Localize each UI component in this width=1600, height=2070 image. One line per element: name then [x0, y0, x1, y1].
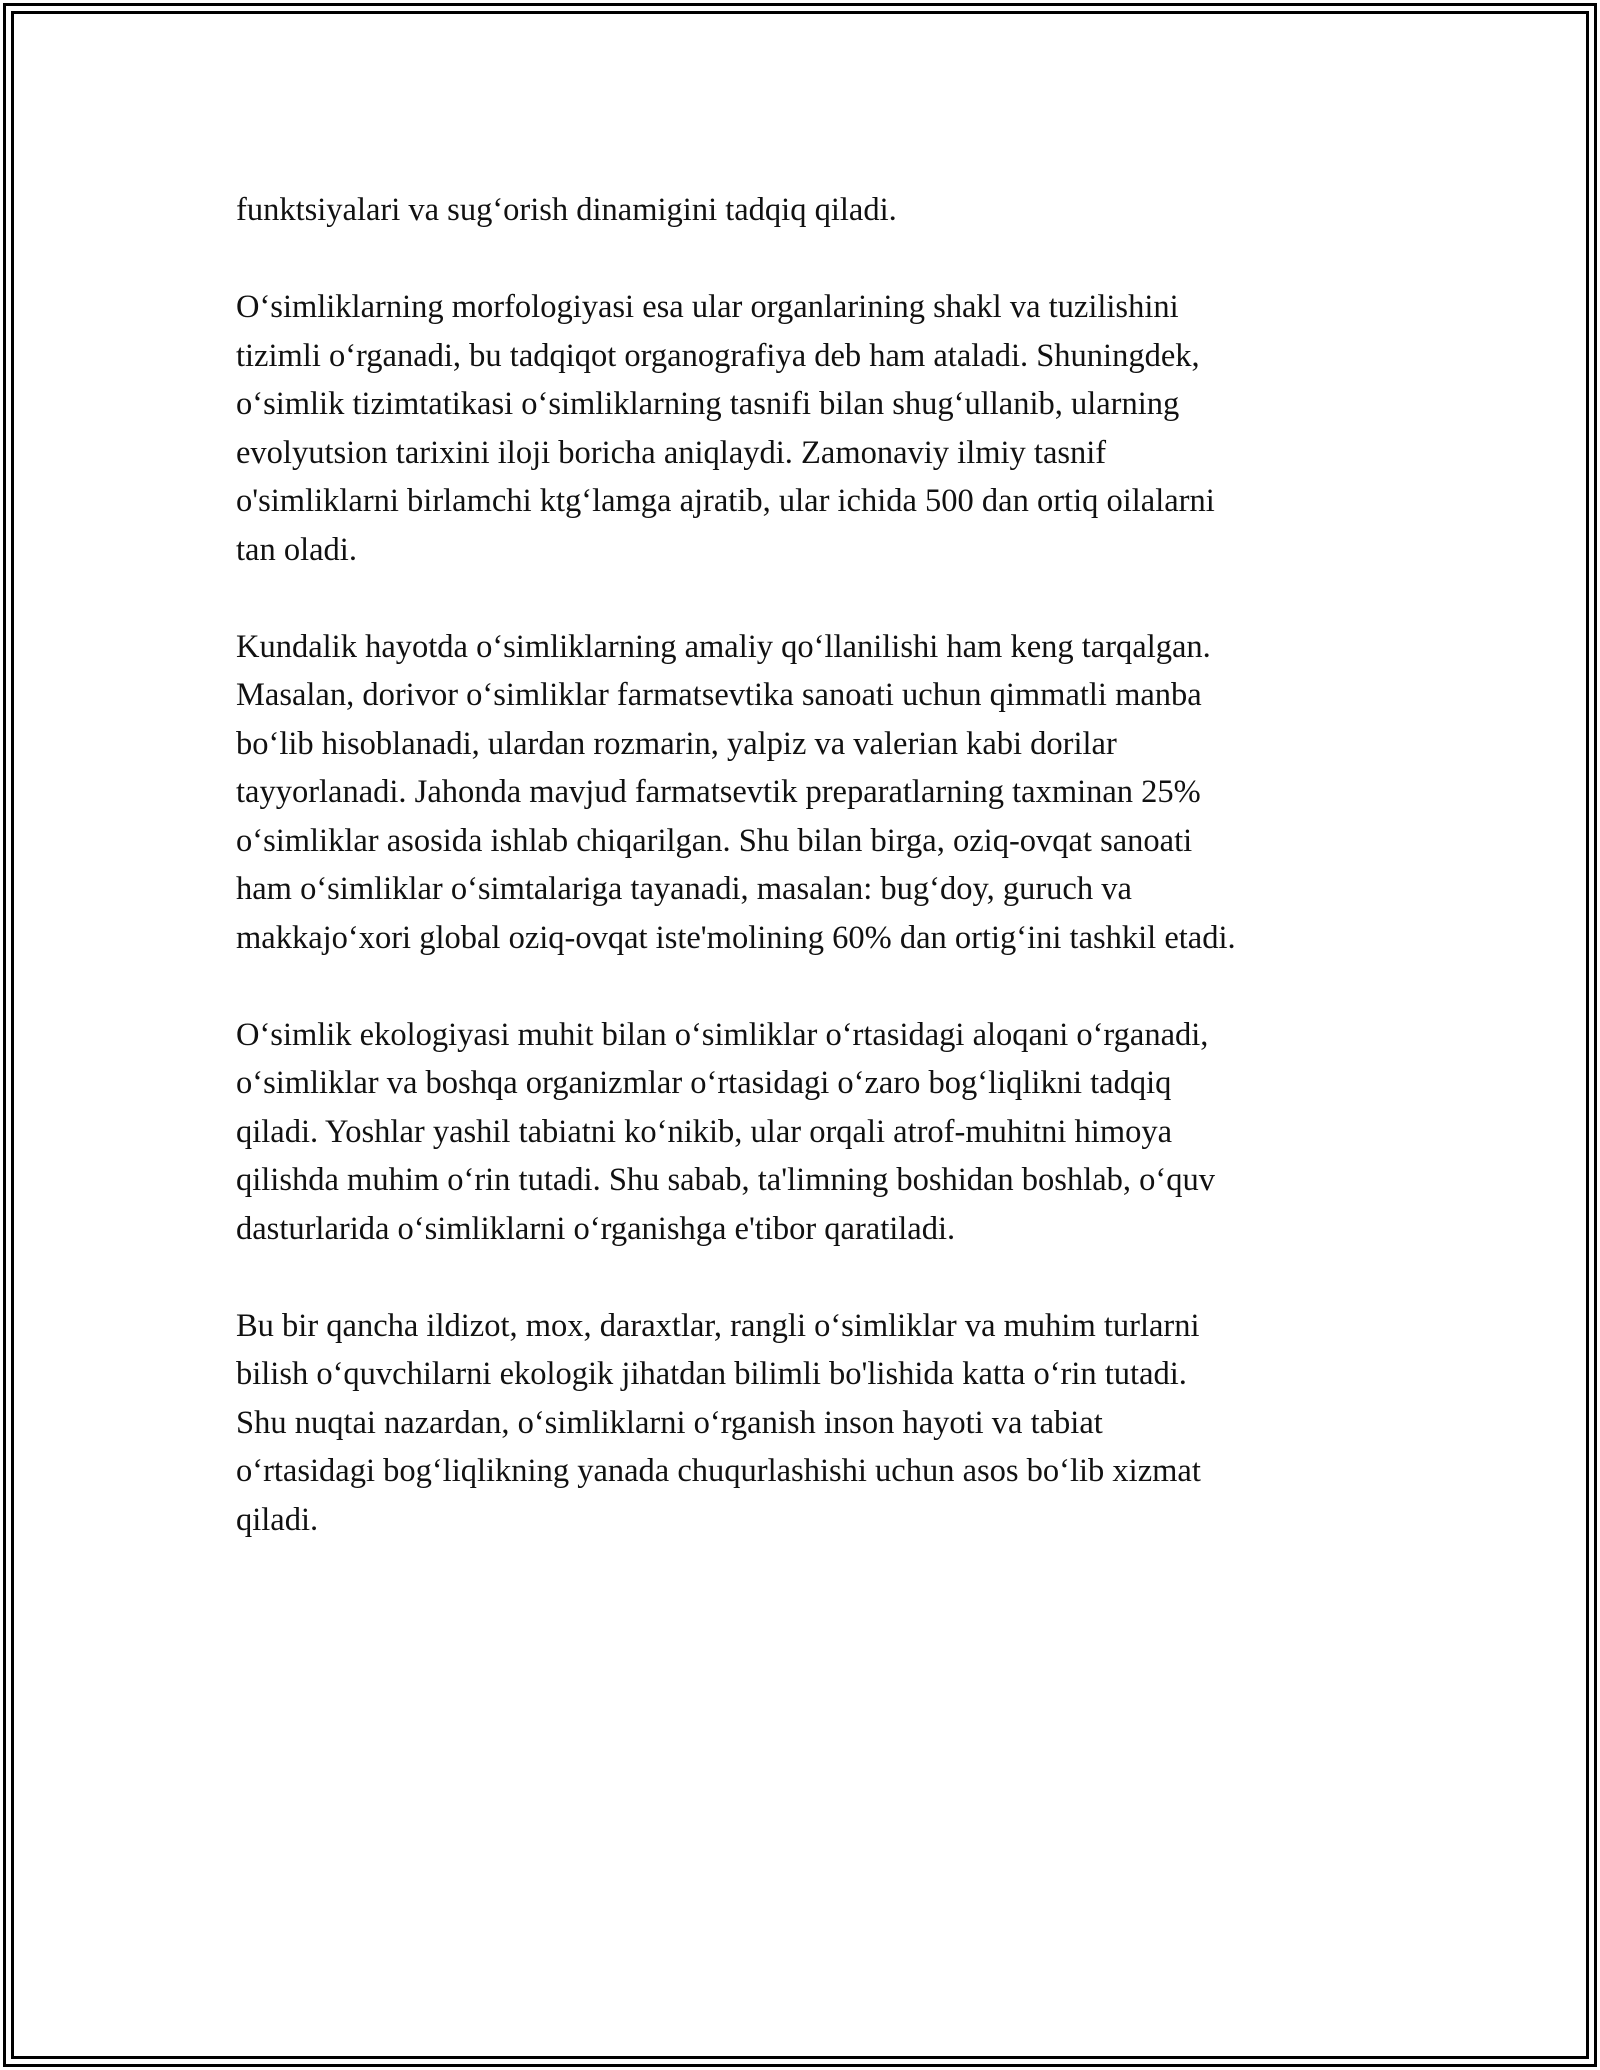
paragraph-2: O‘simliklarning morfologiyasi esa ular organlarining shakl va tuzilishini tizimli o‘rganadi, bu tadqiqot organografiya deb ham ataladi. Shuningdek, o‘simlik tizimtatikasi o‘simliklarning tasnifi bilan shug‘ullanib, ularning evolyutsion tarixini iloji boricha aniqlaydi. Zamonaviy ilmiy tasnif o'simliklarni birlamchi ktg‘lamga ajratib, ular ichida 500 dan ortiq oilalarni tan oladi. [236, 289, 1215, 568]
document-body [236, 186, 1376, 1593]
paragraph-1: funktsiyalari va sug‘orish dinamigini tadqiq qiladi. [236, 192, 897, 228]
paragraph-4: O‘simlik ekologiyasi muhit bilan o‘simliklar o‘rtasidagi aloqani o‘rganadi, o‘simliklar va boshqa organizmlar o‘rtasidagi o‘zaro bog‘liqlikni tadqiq qiladi. Yoshlar yashil tabiatni ko‘nikib, ular orqali atrof-muhitni himoya qilishda muhim o‘rin tutadi. Shu sabab, ta'limning boshidan boshlab, o‘quv dasturlarida o‘simliklarni o‘rganishga e'tibor qaratiladi. [236, 1016, 1215, 1247]
paragraph-3: Kundalik hayotda o‘simliklarning amaliy qo‘llanilishi ham keng tarqalgan. Masalan, dorivor o‘simliklar farmatsevtika sanoati uchun qimmatli manba bo‘lib hisoblanadi, ulardan rozmarin, yalpiz va valerian kabi dorilar tayyorlanadi. Jahonda mavjud farmatsevtik preparatlarning taxminan 25% o‘simliklar asosida ishlab chiqarilgan. Shu bilan birga, oziq-ovqat sanoati ham o‘simliklar o‘simtalariga tayanadi, masalan: bug‘doy, guruch va makkajo‘xori global oziq-ovqat iste'molining 60% dan ortig‘ini tashkil etadi. [236, 628, 1236, 956]
paragraph-5: Bu bir qancha ildizot, mox, daraxtlar, rangli o‘simliklar va muhim turlarni bilish o‘quvchilarni ekologik jihatdan bilimli bo'lishida katta o‘rin tutadi. Shu nuqtai nazardan, o‘simliklarni o‘rganish inson hayoti va tabiat o‘rtasidagi bog‘liqlikning yanada chuqurlashishi uchun asos bo‘lib xizmat qiladi. [236, 1307, 1201, 1538]
